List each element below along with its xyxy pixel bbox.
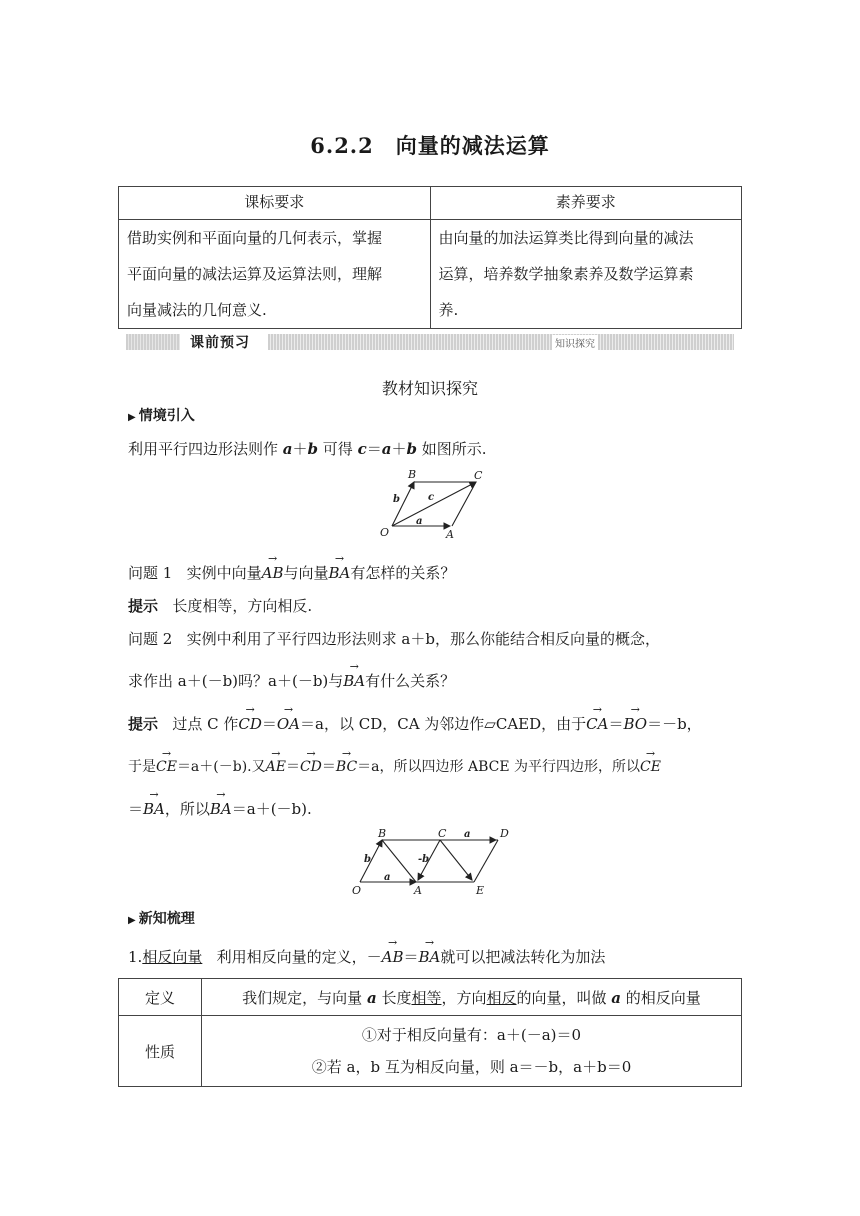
hint2-text: 过点 C 作: [172, 715, 239, 733]
req1-line: 向量减法的几何意义.: [127, 301, 267, 319]
hint2-text: ，所以: [164, 800, 210, 818]
equals-sign: ＝: [366, 440, 382, 458]
hint2-text: ＝a＋(－b).: [231, 800, 312, 818]
q2-text: 实例中利用了平行四边形法则求 a＋b，那么你能结合相反向量的概念，: [186, 630, 660, 648]
vector-BA: → BA: [343, 672, 365, 690]
vec-b: b: [406, 440, 417, 458]
label-O: O: [352, 884, 362, 897]
item-term: 相反向量: [142, 948, 203, 966]
question-2-line2: [128, 670, 455, 691]
requirements-cell-1: [119, 220, 431, 329]
def-text: 长度: [376, 988, 412, 1007]
hint1-text: 长度相等，方向相反.: [172, 597, 313, 615]
banner-tag: 知识探究: [552, 335, 598, 350]
vector-BA: → BA: [143, 800, 165, 818]
hint2-text: ＝: [261, 715, 277, 733]
section-heading-intro: [128, 405, 195, 425]
vector-CD: → CD: [300, 759, 322, 775]
hint-2-line2: [128, 756, 661, 776]
def-underlined: 相等: [411, 988, 442, 1007]
prop-content: [202, 1016, 742, 1087]
hint2-text: ＝a，所以四边形 ABCE 为平行四边形，所以: [357, 759, 641, 775]
label-a: a: [384, 872, 391, 883]
item-desc: ＝: [403, 948, 419, 966]
hint-2-line1: [128, 713, 702, 734]
hint2-text: ＝: [321, 759, 336, 775]
vector-CD: → CD: [238, 715, 262, 733]
requirements-header-2: 素养要求: [430, 187, 742, 220]
hint2-text: ＝: [128, 800, 144, 818]
title-text: 向量的减法运算: [395, 133, 550, 158]
hint2-text: ＝a＋(－b).又: [176, 759, 266, 775]
hint2-text: ＝a，以 CD，CA 为邻边作▱CAED，由于: [300, 715, 587, 733]
def-text: 的向量，叫做: [516, 988, 612, 1007]
req2-line: 养.: [438, 301, 459, 319]
label-neg-b: -b: [418, 854, 430, 865]
def-text: 的相反向量: [621, 988, 701, 1007]
label-A: A: [414, 884, 422, 897]
vector-AB: → AB: [382, 948, 404, 966]
label-E: E: [476, 884, 485, 897]
section-number: 6.2.2: [310, 133, 374, 158]
plus-sign: ＋: [391, 440, 407, 458]
vector-BA: → BA: [329, 564, 351, 582]
hint-1: [128, 595, 312, 616]
req2-line: 由向量的加法运算类比得到向量的减法: [438, 229, 694, 247]
intro-text: 利用平行四边形法则作: [128, 440, 283, 458]
hint2-text: 于是: [128, 759, 156, 775]
item-desc: 利用相反向量的定义，－: [216, 948, 382, 966]
def-text: 我们规定，与向量: [242, 988, 367, 1007]
question-label: 问题 1: [128, 564, 173, 582]
intro-paragraph: [128, 438, 487, 459]
prop-label: 性质: [119, 1016, 202, 1087]
def-underlined: 相反: [486, 988, 517, 1007]
vector-AB: → AB: [262, 564, 284, 582]
def-label: 定义: [119, 979, 202, 1016]
vector-CE: → CE: [156, 759, 177, 775]
label-a: a: [416, 516, 423, 527]
vec-a: a: [381, 440, 392, 458]
label-A: A: [446, 528, 454, 541]
vec-a: a: [366, 988, 377, 1007]
triangle-icon: ▶: [128, 915, 136, 926]
requirements-cell-2: [430, 220, 742, 329]
triangle-icon: ▶: [128, 412, 136, 423]
vec-c: c: [357, 440, 367, 458]
vec-a: a: [282, 440, 293, 458]
hint2-text: ＝－b，: [647, 715, 702, 733]
subheading: 教材知识探究: [381, 379, 478, 398]
label-c: c: [428, 492, 435, 503]
prop-line-1: ①对于相反向量有：a＋(－a)＝0: [361, 1026, 582, 1044]
question-label: 问题 2: [128, 630, 173, 648]
banner-decor-left: [126, 334, 180, 350]
hint2-text: ＝: [285, 759, 300, 775]
vector-CE: → CE: [640, 759, 661, 775]
q1-text: 实例中向量: [186, 564, 262, 582]
item-desc: 就可以把减法转化为加法: [440, 948, 606, 966]
intro-text: 如图所示.: [416, 440, 487, 458]
hint-2-line3: [128, 798, 312, 819]
requirements-header-1: 课标要求: [119, 187, 431, 220]
label-C: C: [438, 827, 447, 840]
q2-text: 有什么关系？: [365, 672, 456, 690]
q1-text: 有怎样的关系？: [350, 564, 456, 582]
label-B: B: [378, 827, 387, 840]
hint-label: 提示: [128, 715, 159, 733]
vector-OA: → OA: [277, 715, 300, 733]
req1-line: 平面向量的减法运算及运算法则，理解: [127, 265, 383, 283]
vector-BO: → BO: [623, 715, 647, 733]
label-B: B: [408, 468, 417, 481]
item-1-heading: [128, 946, 605, 967]
section1-label: 情境引入: [138, 408, 195, 424]
section-heading-new: [128, 908, 195, 928]
banner-decor-right: [268, 334, 734, 350]
segment-DE: [474, 840, 498, 882]
page-title: [0, 130, 860, 160]
section2-label: 新知梳理: [138, 911, 195, 927]
question-2-line1: [128, 628, 660, 649]
preview-banner: [126, 332, 734, 352]
parallelogram-figure-1: [360, 466, 500, 542]
label-C: C: [474, 469, 483, 482]
q1-text: 与向量: [283, 564, 329, 582]
vector-BC: → BC: [336, 759, 357, 775]
requirements-table: [118, 186, 742, 329]
q2-text: 求作出 a＋(－b)吗？a＋(－b)与: [128, 672, 344, 690]
vector-AE: → AE: [266, 759, 286, 775]
parallelogram-figure-2: [346, 826, 526, 898]
label-b: b: [393, 494, 400, 505]
label-D: D: [500, 827, 509, 840]
vector-BA: → BA: [419, 948, 441, 966]
def-text: ，方向: [441, 988, 487, 1007]
req1-line: 借助实例和平面向量的几何表示，掌握: [127, 229, 383, 247]
label-a: a: [464, 829, 471, 840]
req2-line: 运算，培养数学抽象素养及数学运算素: [438, 265, 694, 283]
def-content: [202, 979, 742, 1016]
vector-CE-line: [440, 840, 472, 880]
vector-BA: → BA: [210, 800, 232, 818]
prop-line-2: ②若 a，b 互为相反向量，则 a＝－b，a＋b＝0: [311, 1058, 632, 1076]
banner-label: 课前预习: [190, 335, 250, 351]
question-1: [128, 562, 455, 583]
intro-text: 可得: [318, 440, 358, 458]
hint2-text: ＝: [608, 715, 624, 733]
definition-table: [118, 978, 742, 1087]
vec-a: a: [611, 988, 622, 1007]
hint-label: 提示: [128, 597, 159, 615]
vec-b: b: [307, 440, 319, 458]
item-number: 1.: [128, 948, 143, 966]
label-b: b: [364, 854, 371, 865]
plus-sign: ＋: [292, 440, 308, 458]
vector-CA: → CA: [586, 715, 608, 733]
label-O: O: [380, 526, 390, 539]
